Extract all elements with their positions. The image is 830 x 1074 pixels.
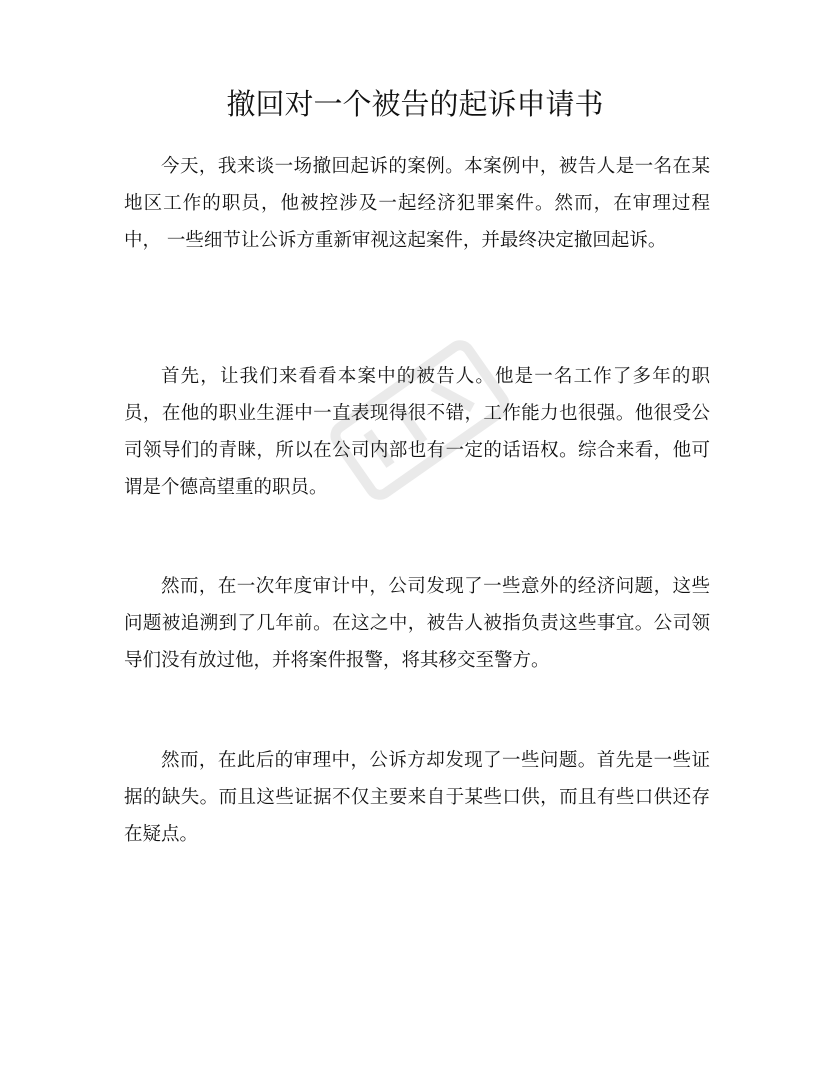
paragraph-4: 然而，在此后的审理中，公诉方却发现了一些问题。首先是一些证据的缺失。而且这些证据不仅主要来自于某些口供，而且有些口供还存在疑点。 — [124, 750, 710, 845]
paragraph-2: 首先，让我们来看看本案中的被告人。他是一名工作了多年的职员，在他的职业生涯中一直表现得很不错，工作能力也很强。他很受公司领导们的青睐，所以在公司内部也有一定的话语权。综合来看，他可谓是个德高望重的职员。 — [124, 366, 710, 498]
paragraph-3: 然而，在一次年度审计中，公司发现了一些意外的经济问题，这些问题被追溯到了几年前。在这之中，被告人被指负责这些事宜。公司领导们没有放过他，并将案件报警，将其移交至警方。 — [124, 576, 710, 671]
paragraph-1: 今天，我来谈一场撤回起诉的案例。本案例中，被告人是一名在某地区工作的职员，他被控涉及一起经济犯罪案件。然而，在审理过程中， 一些细节让公诉方重新审视这起案件，并最终决定撤回起诉。 — [124, 156, 710, 251]
document-title: 撤回对一个被告的起诉申请书 — [226, 87, 604, 121]
